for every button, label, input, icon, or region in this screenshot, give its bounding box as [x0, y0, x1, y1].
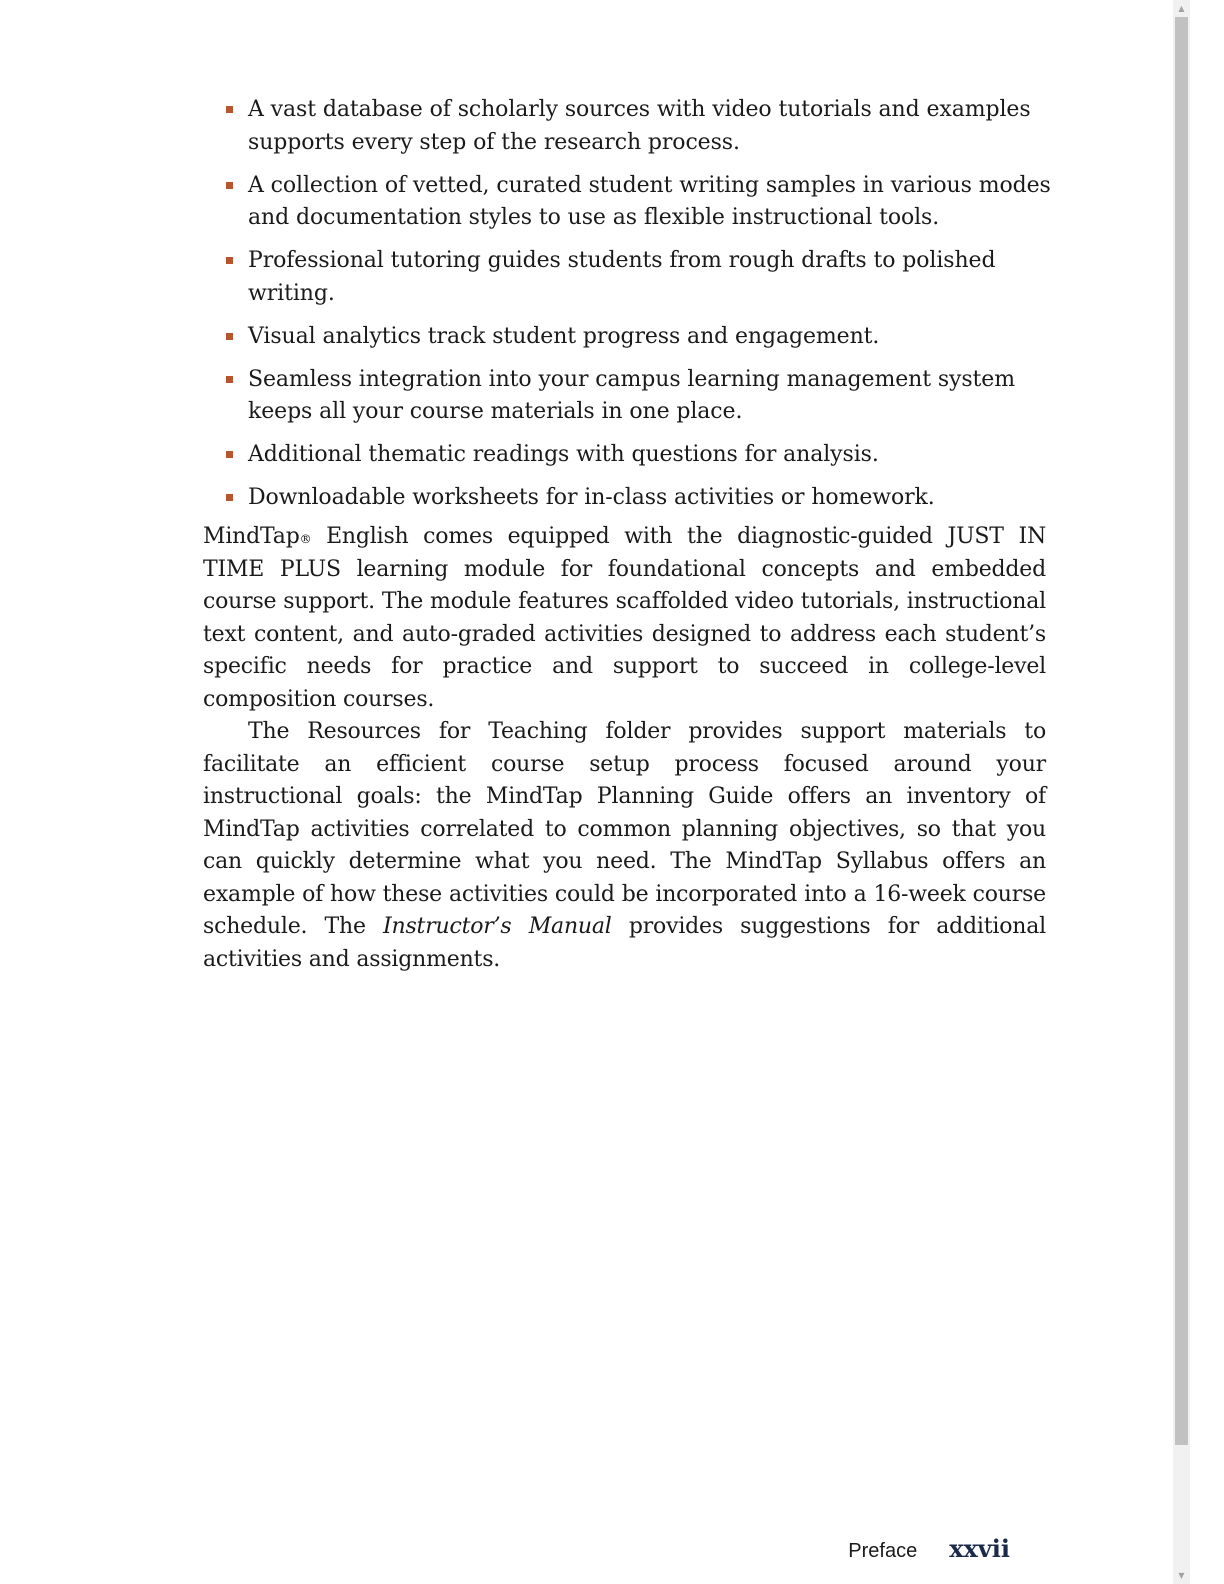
scroll-down-arrow-icon[interactable]: ▼: [1178, 1571, 1185, 1580]
square-bullet-icon: [226, 451, 233, 458]
list-item: [226, 321, 1056, 354]
square-bullet-icon: [226, 376, 233, 383]
list-item-text: Visual analytics track student progress and engagement.: [248, 323, 880, 349]
list-item-text: Seamless integration into your campus learning management system keeps all your course materials in one place.: [248, 366, 1015, 424]
list-item: [226, 245, 1056, 310]
paragraph-lead: MindTap: [203, 524, 300, 549]
square-bullet-icon: [226, 333, 233, 340]
scroll-up-arrow-icon[interactable]: ▲: [1178, 4, 1185, 13]
square-bullet-icon: [226, 106, 233, 113]
list-item-text: A vast database of scholarly sources with video tutorials and examples supports every step of the research process.: [248, 97, 1031, 155]
registered-mark: ®: [299, 532, 312, 546]
list-item-text: A collection of vetted, curated student writing samples in various modes and documentation styles to use as flexible instructional tools.: [248, 172, 1051, 230]
list-item: [226, 170, 1056, 235]
list-item-text: Downloadable worksheets for in-class activities or homework.: [248, 485, 935, 510]
list-item: [226, 94, 1056, 159]
resources-paragraph: [203, 716, 1046, 976]
square-bullet-icon: [226, 494, 233, 501]
page-footer: [848, 1534, 1010, 1563]
list-item-text: Professional tutoring guides students from rough drafts to polished writing.: [248, 248, 996, 306]
section-label: Preface: [848, 1540, 918, 1562]
mindtap-paragraph: [203, 521, 1046, 716]
square-bullet-icon: [226, 257, 233, 264]
paragraph-part: The Resources for Teaching folder provides support materials to facilitate an efficient course setup process focused around your instructional goals: the MindTap Planning Guide offers an inventory of MindTap activities correlated to common planning objectives, so that you can quickly determine what you need. The MindTap Syllabus offers an example of how these activities could be incorporated into a 16-week course schedule. The: [203, 719, 1046, 939]
square-bullet-icon: [226, 182, 233, 189]
list-item: [226, 364, 1056, 429]
vertical-scrollbar[interactable]: [1173, 0, 1190, 1584]
paragraph-rest: English comes equipped with the diagnostic-guided JUST IN TIME PLUS learning module for foundational concepts and embedded course support. The module features scaffolded video tutorials, instructional text content, and auto-graded activities designed to address each student’s specific needs for practice and support to succeed in college-level composition courses.: [203, 524, 1046, 712]
paragraph-part: provides suggestions for additional activities and assignments.: [203, 914, 1046, 972]
body-text: [203, 521, 1046, 976]
page-number: xxvii: [949, 1534, 1010, 1563]
list-item-text: Additional thematic readings with questions for analysis.: [248, 442, 879, 467]
feature-bullet-list: [226, 94, 1056, 525]
scroll-thumb[interactable]: [1175, 17, 1188, 1445]
list-item: [226, 482, 1056, 515]
manual-title: Instructor’s Manual: [383, 914, 612, 939]
list-item: [226, 439, 1056, 472]
